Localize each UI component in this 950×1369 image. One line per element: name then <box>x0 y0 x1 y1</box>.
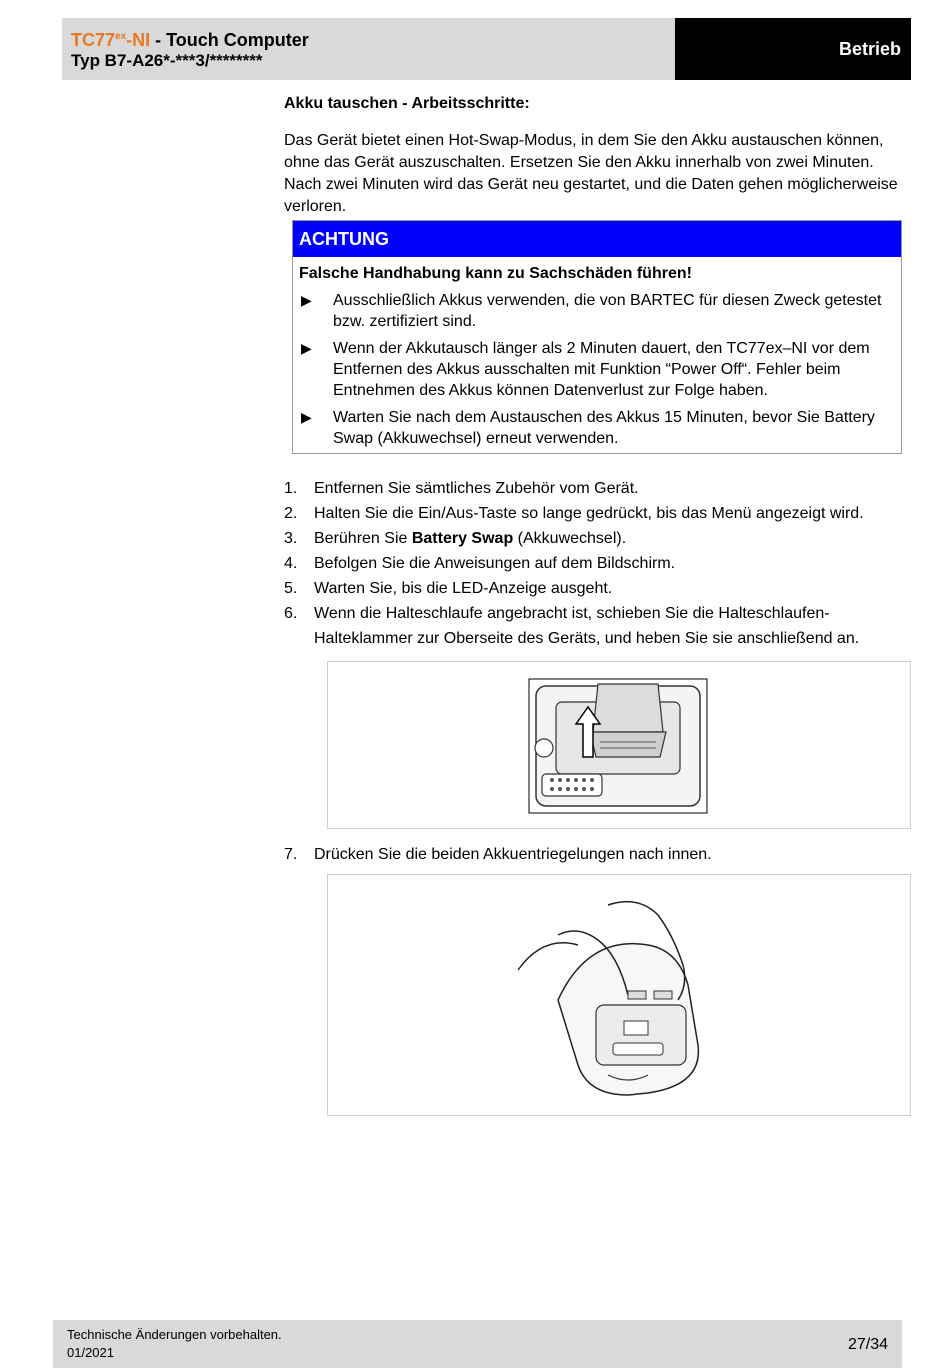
warning-item: ▶ Wenn der Akkutausch länger als 2 Minuten dauert, den TC77ex–NI vor dem Entfernen des Akkus ausschalten mit Funktion “Power Off“. Fehler beim Entnehmen des Akkus können Datenverlust zur Folge haben. <box>301 340 870 399</box>
footer-notes <box>67 1326 282 1362</box>
figure-battery-release <box>327 874 911 1116</box>
main-content <box>284 90 904 218</box>
step-item: 1. Entfernen Sie sämtliches Zubehör vom Gerät. <box>284 480 639 497</box>
step-item: 7. Drücken Sie die beiden Akkuentriegelungen nach innen. <box>284 846 712 863</box>
step-item: 5. Warten Sie, bis die LED-Anzeige ausgeht. <box>284 580 613 597</box>
warning-item: ▶ Ausschließlich Akkus verwenden, die von BARTEC für diesen Zweck getestet bzw. zertifiziert sind. <box>301 292 882 330</box>
page-number: 27/34 <box>847 1336 888 1353</box>
page-footer <box>53 1320 902 1368</box>
warning-item: ▶ Warten Sie nach dem Austauschen des Akkus 15 Minuten, bevor Sie Battery Swap (Akkuwechsel) erneut verwenden. <box>301 409 875 447</box>
steps-list-continued <box>284 842 904 867</box>
strap-clip-illustration <box>328 662 912 830</box>
bullet-triangle-icon: ▶ <box>301 340 312 356</box>
section-label: Betrieb <box>838 39 901 59</box>
document-title <box>71 26 309 51</box>
document-type: Typ B7-A26*-***3/******** <box>71 51 263 70</box>
warning-subtitle: Falsche Handhabung kann zu Sachschäden führen! <box>299 265 692 282</box>
footer-date: 01/2021 <box>67 1345 114 1360</box>
warning-title: ACHTUNG <box>293 221 901 257</box>
model-name: $TC77^{ex}-NI$ <box>71 30 151 50</box>
step-item: 6. Wenn die Halteschlaufe angebracht ist, schieben Sie die Halteschlaufen-Halteklammer zur Oberseite des Geräts, und heben Sie sie anschließend an. <box>284 605 860 647</box>
step-item: 3. Berühren Sie Battery Swap (Akkuwechsel). <box>284 530 627 547</box>
section-label-box <box>675 18 911 80</box>
bullet-triangle-icon: ▶ <box>301 409 312 425</box>
title-rest: - Touch Computer <box>150 30 309 50</box>
steps-list <box>284 476 904 651</box>
section-title: Akku tauschen - Arbeitsschritte: <box>284 95 530 112</box>
step-item: 2. Halten Sie die Ein/Aus-Taste so lange gedrückt, bis das Menü angezeigt wird. <box>284 505 864 522</box>
bullet-triangle-icon: ▶ <box>301 292 312 308</box>
step-item: 4. Befolgen Sie die Anweisungen auf dem Bildschirm. <box>284 555 676 572</box>
intro-paragraph: Das Gerät bietet einen Hot-Swap-Modus, in dem Sie den Akku austauschen können, ohne das Gerät auszuschalten. Ersetzen Sie den Akku innerhalb von zwei Minuten. Nach zwei Minuten wird das Gerät neu gestartet, und die Daten gehen möglicherweise verloren. <box>284 132 898 215</box>
battery-release-illustration <box>328 875 912 1117</box>
figure-strap-clip <box>327 661 911 829</box>
footer-note: Technische Änderungen vorbehalten. <box>67 1327 282 1342</box>
warning-box <box>292 220 902 454</box>
page-header <box>62 18 911 80</box>
